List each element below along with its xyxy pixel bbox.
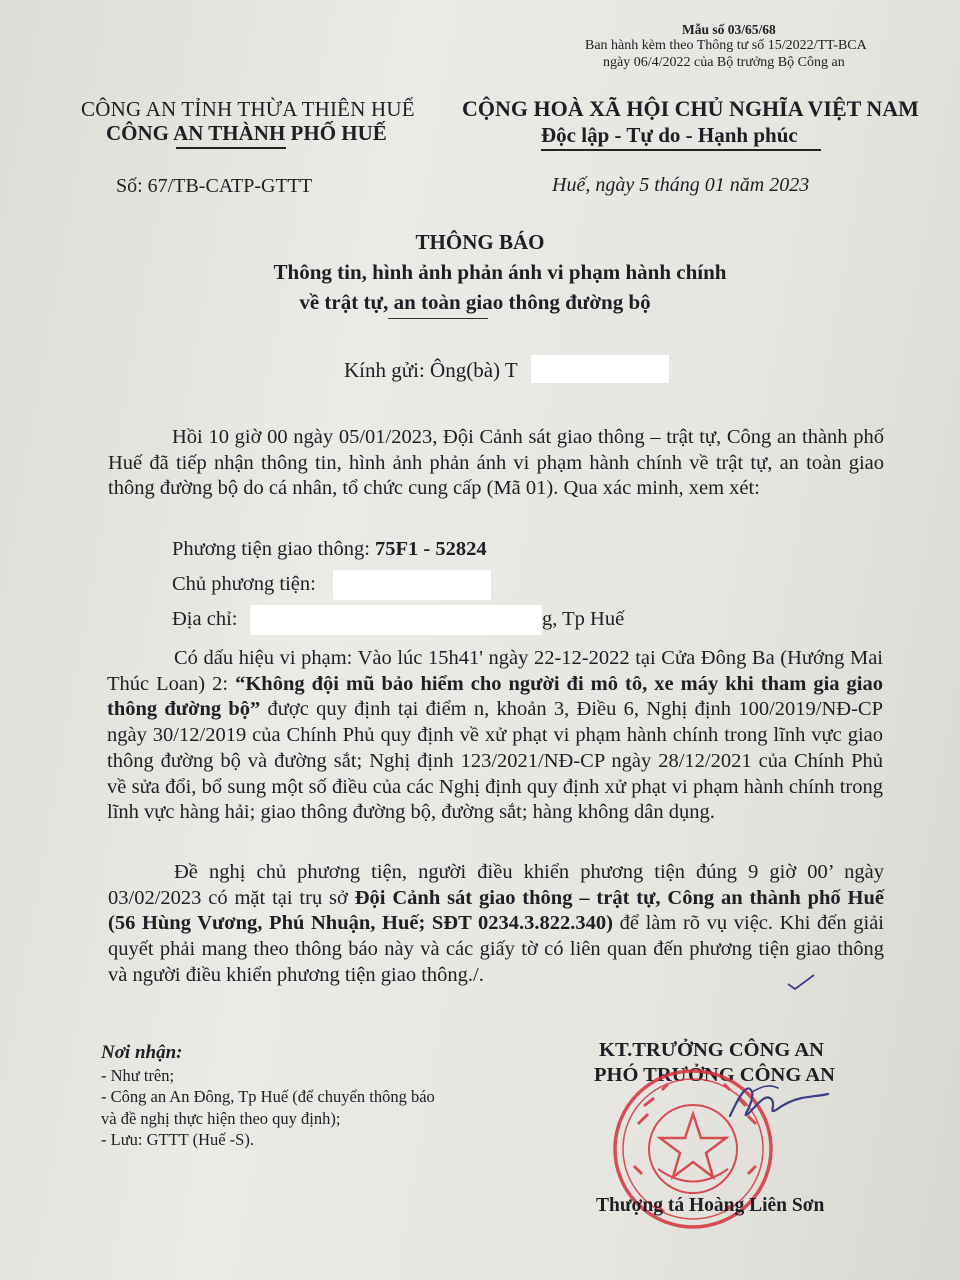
request-pre: Đề nghị chủ phương tiện, người điều khiển phương tiện đúng 9 giờ 00’ ngày 03/02/2023 có mặt tại trụ sở: [108, 861, 884, 909]
checkmark-icon: [786, 972, 816, 992]
recipient-item: - Lưu: GTTT (Huế -S).: [101, 1130, 254, 1149]
nation-line-1: CỘNG HOÀ XÃ HỘI CHỦ NGHĨA VIỆT NAM: [462, 96, 919, 121]
org-line-1: CÔNG AN TỈNH THỪA THIÊN HUẾ: [81, 97, 415, 121]
request-paragraph: [108, 860, 884, 989]
request-post: để làm rõ vụ việc. Khi đến giải quyết phải mang theo thông báo này và các giấy tờ có liên quan đến phương tiện giao thông và người điều khiển phương tiện giao thông./.: [108, 912, 884, 986]
violation-post: được quy định tại điểm n, khoản 3, Điều 6, Nghị định 100/2019/NĐ-CP ngày 30/12/2019 của Chính Phủ quy định về xử phạt vi phạm hành chính trong lĩnh vực giao thông đường bộ và đường sắt; Nghị định 123/2021/NĐ-CP ngày 28/12/2021 của Chính Phủ về sửa đổi, bổ sung một số điều của các Nghị định quy định xử phạt vi phạm hành chính trong lĩnh vực hàng hải; giao thông đường bộ, đường sắt; hàng không dân dụng.: [107, 698, 883, 824]
violation-paragraph: [107, 646, 883, 826]
subtitle-underline: [388, 318, 488, 319]
recipient-item: - Như trên;: [101, 1066, 175, 1085]
request-bold: Đội Cảnh sát giao thông – trật tự, Công an thành phố Huế (56 Hùng Vương, Phú Nhuận, Huế; SĐT 0234.3.822.340): [108, 886, 884, 935]
violation-pre: Có dấu hiệu vi phạm: Vào lúc 15h41' ngày 22-12-2022 tại Cửa Đông Ba (Hướng Mai Thúc Loan) 2:: [107, 647, 883, 695]
nation-underline: [541, 149, 821, 151]
intro-paragraph: Hồi 10 giờ 00 ngày 05/01/2023, Đội Cảnh sát giao thông – trật tự, Công an thành phố Huế đã tiếp nhận thông tin, hình ảnh phản ánh vi phạm hành chính về trật tự, an toàn giao thông đường bộ do cá nhân, tổ chức cung cấp (Mã 01). Qua xác minh, xem xét:: [108, 426, 884, 500]
vehicle-label: Phương tiện giao thông:: [172, 538, 376, 560]
redacted-address: [250, 605, 542, 635]
address-suffix: g, Tp Huế: [542, 608, 625, 630]
doc-number: Số: 67/TB-CATP-GTTT: [116, 175, 313, 197]
doc-subtitle-1: Thông tin, hình ảnh phản ánh vi phạm hành chính: [273, 260, 727, 284]
handwritten-signature: [722, 1074, 832, 1134]
org-line-2: CÔNG AN THÀNH PHỐ HUẾ: [106, 121, 387, 145]
doc-title: THÔNG BÁO: [415, 230, 545, 254]
decree-line-2: ngày 06/4/2022 của Bộ trưởng Bộ Công an: [603, 55, 845, 70]
salutation: Kính gửi: Ông(bà) T: [344, 358, 518, 382]
org-underline: [176, 147, 286, 149]
recipient-item: và đề nghị thực hiện theo quy định);: [101, 1109, 341, 1128]
redacted-owner: [333, 570, 491, 600]
redacted-name: [531, 355, 669, 383]
address-label: Địa chỉ:: [172, 608, 238, 630]
recipient-item: - Công an An Đông, Tp Huế (để chuyển thông báo: [101, 1087, 435, 1106]
vehicle-plate: 75F1 - 52824: [375, 538, 487, 560]
owner-label: Chủ phương tiện:: [172, 573, 316, 595]
nation-line-2: Độc lập - Tự do - Hạnh phúc: [541, 123, 798, 147]
signature-title-2: PHÓ TRƯỞNG CÔNG AN: [594, 1064, 835, 1086]
decree-line-1: Ban hành kèm theo Thông tư số 15/2022/TT-BCA: [585, 38, 867, 53]
doc-date: Huế, ngày 5 tháng 01 năm 2023: [552, 174, 810, 196]
signature-title-1: KT.TRƯỞNG CÔNG AN: [599, 1039, 824, 1061]
recipients-heading: Nơi nhận:: [101, 1042, 183, 1063]
violation-bold: “Không đội mũ bảo hiểm cho người đi mô tô, xe máy khi tham gia giao thông đường bộ”: [107, 672, 884, 721]
signer-name: Thượng tá Hoàng Liên Sơn: [596, 1195, 825, 1216]
form-id: Mẫu số 03/65/68: [682, 22, 776, 37]
vehicle-line: [172, 538, 487, 561]
doc-subtitle-2: về trật tự, an toàn giao thông đường bộ: [299, 290, 651, 314]
